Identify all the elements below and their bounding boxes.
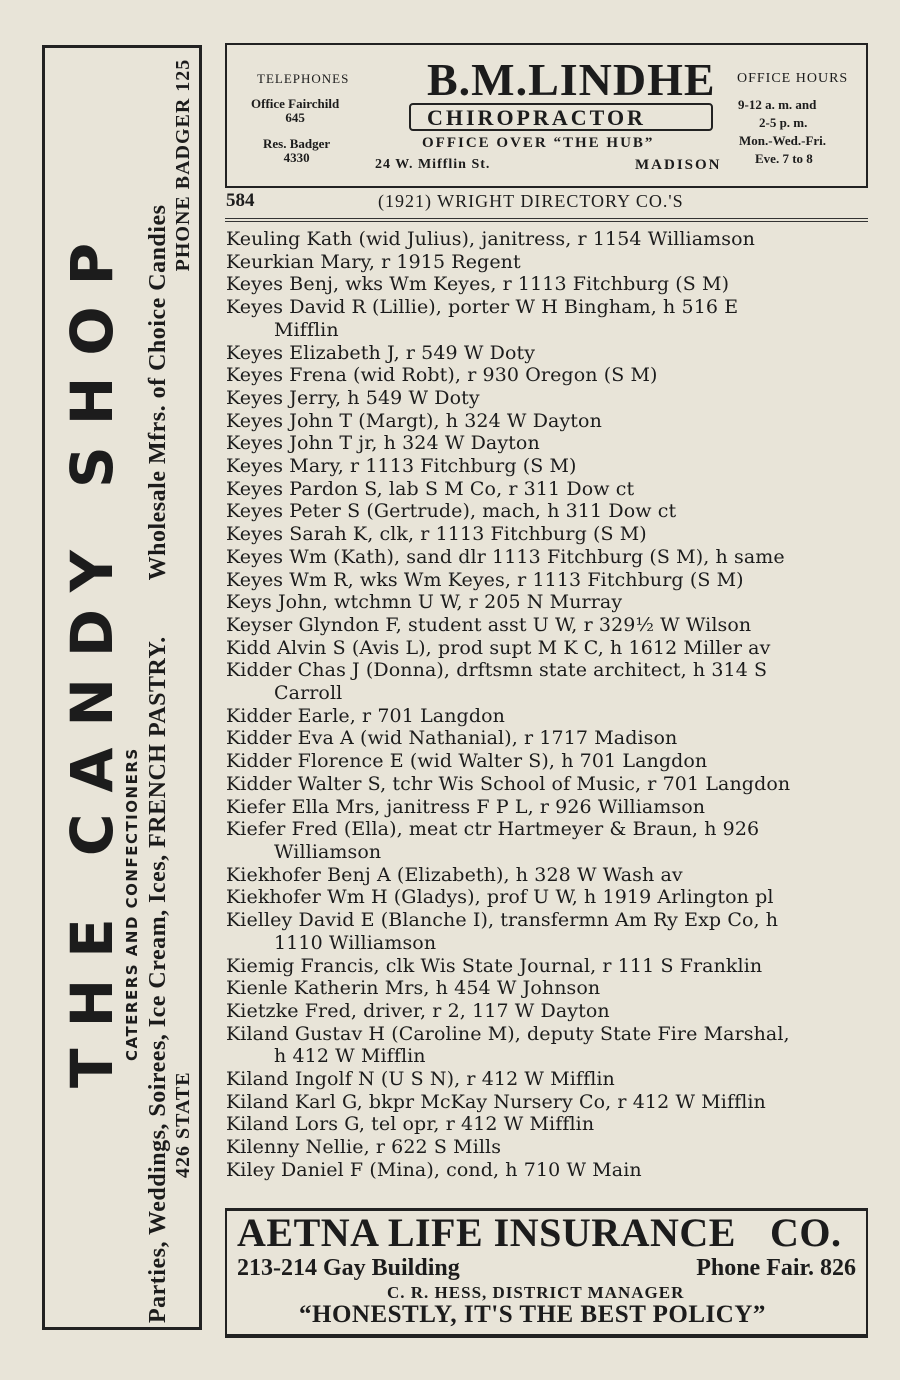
directory-entry bbox=[226, 796, 871, 819]
residence-phone-number: 4330 bbox=[283, 150, 310, 165]
residence-phone bbox=[263, 137, 330, 165]
candy-shop-address: 426 STATE bbox=[172, 1071, 194, 1178]
candy-shop-contact-row bbox=[172, 59, 195, 1178]
office-hours-line-3: Mon.-Wed.-Fri. bbox=[739, 133, 827, 148]
directory-entry bbox=[226, 818, 871, 863]
entry-text: Keyes John T jr, h 324 W Dayton bbox=[226, 432, 540, 455]
directory-entry bbox=[226, 955, 871, 978]
directory-entry bbox=[226, 750, 871, 773]
entry-continuation: Williamson bbox=[274, 840, 382, 863]
directory-entry bbox=[226, 342, 871, 365]
office-hours-line-2: 2-5 p. m. bbox=[759, 115, 808, 130]
entry-text: Kilenny Nellie, r 622 S Mills bbox=[226, 1136, 502, 1159]
entry-text: Kiekhofer Benj A (Elizabeth), h 328 W Wash av bbox=[226, 863, 683, 886]
directory-entry bbox=[226, 591, 871, 614]
directory-entry bbox=[226, 1091, 871, 1114]
entry-text: Keyes Sarah K, clk, r 1113 Fitchburg (S M) bbox=[226, 523, 647, 546]
entry-text: Keyes Pardon S, lab S M Co, r 311 Dow ct bbox=[226, 477, 635, 500]
aetna-manager: C. R. HESS, DISTRICT MANAGER bbox=[387, 1283, 685, 1302]
entry-text: Keuling Kath (wid Julius), janitress, r 1154 Williamson bbox=[226, 228, 755, 250]
directory-listings bbox=[226, 228, 871, 1182]
directory-entry bbox=[226, 296, 871, 341]
entry-text: Kiemig Francis, clk Wis State Journal, r 111 S Franklin bbox=[226, 954, 763, 977]
entry-text: Keyes Peter S (Gertrude), mach, h 311 Dow ct bbox=[226, 500, 677, 523]
directory-entry bbox=[226, 1068, 871, 1091]
office-hours-line-1: 9-12 a. m. and bbox=[738, 97, 817, 112]
directory-entry bbox=[226, 864, 871, 887]
directory-entry bbox=[226, 228, 871, 251]
office-hours-line-4: Eve. 7 to 8 bbox=[755, 151, 813, 166]
entry-text: Kidd Alvin S (Avis L), prod supt M K C, h 1612 Miller av bbox=[226, 636, 771, 659]
directory-entry bbox=[226, 569, 871, 592]
directory-entry bbox=[226, 500, 871, 523]
office-phone-label: Office Fairchild bbox=[251, 96, 340, 111]
candy-shop-services: Parties, Weddings, Soirees, Ice Cream, Ices, FRENCH PASTRY. bbox=[145, 636, 171, 1323]
directory-entry bbox=[226, 410, 871, 433]
entry-text: Keurkian Mary, r 1915 Regent bbox=[226, 250, 521, 273]
entry-text: Keyes David R (Lillie), porter W H Bingham, h 516 E bbox=[226, 296, 739, 319]
entry-text: Kiefer Ella Mrs, janitress F P L, r 926 Williamson bbox=[226, 795, 706, 818]
candy-shop-title: THE CANDY SHOP bbox=[58, 221, 126, 1088]
telephones-heading: TELEPHONES bbox=[257, 71, 350, 86]
entry-text: Keyes Elizabeth J, r 549 W Doty bbox=[226, 341, 536, 364]
entry-continuation: 1110 Williamson bbox=[274, 931, 437, 954]
aetna-address: 213-214 Gay Building bbox=[237, 1255, 460, 1281]
entry-text: Keyes John T (Margt), h 324 W Dayton bbox=[226, 409, 602, 432]
directory-entry bbox=[226, 387, 871, 410]
entry-text: Kidder Earle, r 701 Langdon bbox=[226, 704, 505, 727]
entry-text: Kienle Katherin Mrs, h 454 W Johnson bbox=[226, 977, 601, 1000]
residence-phone-label: Res. Badger bbox=[263, 136, 331, 151]
candy-shop-caterers: CATERERS AND CONFECTIONERS bbox=[123, 747, 141, 1061]
header-rule-2 bbox=[225, 221, 868, 222]
entry-text: Kiland Ingolf N (U S N), r 412 W Mifflin bbox=[226, 1068, 615, 1091]
entry-text: Keyes Frena (wid Robt), r 930 Oregon (S M) bbox=[226, 364, 658, 387]
office-location: OFFICE OVER “THE HUB” bbox=[422, 135, 655, 151]
directory-entry bbox=[226, 659, 871, 704]
lindhe-name: B.M.LINDHE bbox=[427, 54, 716, 105]
entry-text: Keys John, wtchmn U W, r 205 N Murray bbox=[226, 591, 623, 614]
entry-text: Keyes Wm (Kath), sand dlr 1113 Fitchburg (S M), h same bbox=[226, 545, 785, 568]
entry-text: Kietzke Fred, driver, r 2, 117 W Dayton bbox=[226, 999, 610, 1022]
directory-entry bbox=[226, 614, 871, 637]
directory-entry bbox=[226, 364, 871, 387]
entry-text: Keyser Glyndon F, student asst U W, r 329½ W Wilson bbox=[226, 613, 752, 636]
entry-text: Keyes Jerry, h 549 W Doty bbox=[226, 386, 480, 409]
aetna-company-row bbox=[237, 1209, 841, 1256]
entry-text: Kidder Florence E (wid Walter S), h 701 Langdon bbox=[226, 750, 708, 773]
directory-entry bbox=[226, 1113, 871, 1136]
aetna-company-name: AETNA LIFE INSURANCE bbox=[237, 1210, 736, 1255]
directory-entry bbox=[226, 977, 871, 1000]
entry-continuation: h 412 W Mifflin bbox=[274, 1045, 426, 1068]
directory-entry bbox=[226, 478, 871, 501]
directory-entry bbox=[226, 432, 871, 455]
entry-text: Kiland Gustav H (Caroline M), deputy State Fire Marshal, bbox=[226, 1022, 790, 1045]
running-head: (1921) WRIGHT DIRECTORY CO.'S bbox=[378, 191, 684, 211]
entry-text: Kidder Eva A (wid Nathanial), r 1717 Madison bbox=[226, 727, 678, 750]
entry-text: Kidder Walter S, tchr Wis School of Music, r 701 Langdon bbox=[226, 772, 791, 795]
entry-continuation: Carroll bbox=[274, 682, 343, 705]
directory-entry bbox=[226, 1023, 871, 1068]
directory-entry bbox=[226, 273, 871, 296]
candy-shop-services-row bbox=[145, 205, 172, 1323]
lindhe-ad bbox=[225, 43, 868, 188]
entry-text: Kiekhofer Wm H (Gladys), prof U W, h 1919 Arlington pl bbox=[226, 886, 774, 909]
chiropractor-label: CHIROPRACTOR bbox=[427, 105, 646, 130]
candy-shop-phone: PHONE BADGER 125 bbox=[172, 58, 194, 272]
entry-text: Kiley Daniel F (Mina), cond, h 710 W Main bbox=[226, 1158, 642, 1181]
entry-text: Kiefer Fred (Ella), meat ctr Hartmeyer & Braun, h 926 bbox=[226, 818, 760, 841]
directory-entry bbox=[226, 546, 871, 569]
entry-text: Kiland Karl G, bkpr McKay Nursery Co, r 412 W Mifflin bbox=[226, 1090, 766, 1113]
aetna-motto: “HONESTLY, IT'S THE BEST POLICY” bbox=[299, 1301, 766, 1328]
directory-entry bbox=[226, 727, 871, 750]
directory-entry bbox=[226, 455, 871, 478]
aetna-phone: Phone Fair. 826 bbox=[696, 1255, 856, 1281]
directory-entry bbox=[226, 637, 871, 660]
entry-text: Keyes Benj, wks Wm Keyes, r 1113 Fitchburg (S M) bbox=[226, 273, 730, 296]
directory-entry bbox=[226, 523, 871, 546]
entry-text: Kidder Chas J (Donna), drftsmn state architect, h 314 S bbox=[226, 659, 768, 682]
aetna-ad bbox=[225, 1208, 868, 1338]
entry-text: Keyes Wm R, wks Wm Keyes, r 1113 Fitchburg (S M) bbox=[226, 568, 744, 591]
lindhe-address: 24 W. Mifflin St. bbox=[375, 157, 491, 172]
directory-entry bbox=[226, 1136, 871, 1159]
directory-entry bbox=[226, 909, 871, 954]
header-rule bbox=[225, 218, 868, 219]
office-phone bbox=[251, 97, 339, 125]
directory-entry bbox=[226, 1000, 871, 1023]
entry-text: Keyes Mary, r 1113 Fitchburg (S M) bbox=[226, 455, 577, 478]
office-hours-heading: OFFICE HOURS bbox=[737, 71, 849, 86]
aetna-company-co: CO. bbox=[769, 1210, 842, 1255]
directory-entry bbox=[226, 1159, 871, 1182]
page-number: 584 bbox=[226, 190, 255, 211]
candy-shop-wholesale: Wholesale Mfrs. of Choice Candies bbox=[145, 204, 171, 581]
entry-text: Kielley David E (Blanche I), transfermn Am Ry Exp Co, h bbox=[226, 909, 779, 932]
entry-text: Kiland Lors G, tel opr, r 412 W Mifflin bbox=[226, 1113, 595, 1136]
directory-entry bbox=[226, 773, 871, 796]
directory-entry bbox=[226, 705, 871, 728]
candy-shop-ad bbox=[42, 45, 202, 1330]
directory-entry bbox=[226, 251, 871, 274]
office-phone-number: 645 bbox=[285, 110, 305, 125]
directory-entry bbox=[226, 886, 871, 909]
entry-continuation: Mifflin bbox=[274, 318, 339, 341]
lindhe-city: MADISON bbox=[635, 157, 722, 173]
candy-shop-ad-rotated bbox=[45, 48, 205, 1333]
